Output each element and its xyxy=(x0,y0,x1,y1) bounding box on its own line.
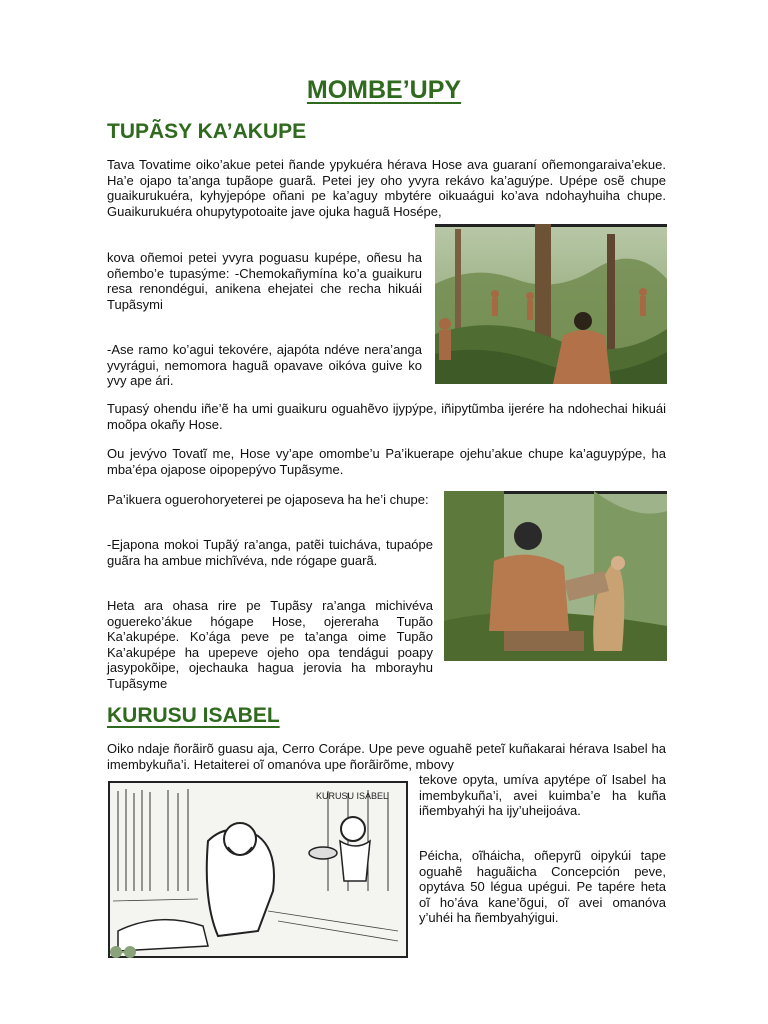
kurusu-isabel-illustration xyxy=(108,781,408,958)
carver-illustration xyxy=(444,491,667,661)
paragraph-s1-p8: Heta ara ohasa rire pe Tupãsy ra’anga michivéva oguereko’ákue hógape Hose, ojereraha Tupão Ka’akupépe. Ko’ága peve pe ta’anga oime Tupão Ka’akupépe ha upepeve ojeho opa tendágui poapy jasypokõipe, ojechauka hagua jerovia ha mborayhu Tupãsyme xyxy=(107,598,433,691)
paragraph-s2-p2: tekove opyta, umíva apytépe oĩ Isabel ha imembykuña’i, avei kuimba’e ha kuña iñembyahýi ha ijy’uheijoáva. xyxy=(419,772,666,818)
paragraph-s2-p1: Oiko ndaje ñorãirõ guasu aja, Cerro Corápe. Upe peve oguahẽ peteĩ kuñakarai hérava Isabel ha imembykuña’i. Hetaiterei oĩ omanóva upe ñorãirõme, mbovy xyxy=(107,741,666,772)
paragraph-s1-p1: Tava Tovatime oiko’akue petei ñande ypykuéra hérava Hose ava guaraní oñemongaraiva’ekue. Ha’e ojapo ta’anga tupãope guarã. Petei jey oho yvyra rekávo ka’aguýpe. Upépe osẽ chupe guaikurukuéra, kyhyjepópe oñani pe ka’aguy mbytére oikuaágui ko’ava ndohayhuiha chupe. Guaikurukuéra ohupytypotoaite jave ojuka haguã Hosépe, xyxy=(107,157,666,219)
section-heading-kurusu-text: KURUSU ISABEL xyxy=(107,704,280,727)
decorative-glasses-icon xyxy=(108,945,138,959)
paragraph-s1-p2: kova oñemoi petei yvyra poguasu kupépe, oñesu ha oñembo’e tupasýme: -Chemokañymína ko’a guaikuru resa renondégui, anikena ehejatei che recha hikuái Tupãsymi xyxy=(107,250,422,312)
paragraph-s2-p3: Péicha, oĩháicha, oñepyrũ oipykúi tape oguahẽ haguãicha Concepción peve, opytáva 50 légua upégui. Pe tapére heta oĩ ho’áva kane’õgui, oĩ avei omanóva y’uhéi ha ñembyahýigui. xyxy=(419,848,666,925)
section-heading-tupasy: TUPÃSY KA’AKUPE xyxy=(107,120,307,143)
paragraph-s1-p5: Ou jevývo Tovatĩ me, Hose vy’ape omombe’u Pa’ikuerape ojehu’akue chupe ka’aguypýpe, ha mba’épa ojapose oipopepývo Tupãsyme. xyxy=(107,446,666,477)
paragraph-s1-p7: -Ejapona mokoi Tupãý ra’anga, patẽi tuicháva, tupaópe guãra ha ambue michĩvéva, nde rógape guarã. xyxy=(107,537,433,568)
paragraph-s1-p4: Tupasý ohendu iñe’ẽ ha umi guaikuru oguahẽvo ijypýpe, iñipytũmba ijerére ha ndohechai hikuái moõpa okañy Hose. xyxy=(107,401,666,432)
paragraph-s1-p6: Pa’ikuera oguerohoryeterei pe ojaposeva ha he’i chupe: xyxy=(107,492,429,507)
forest-warriors-illustration xyxy=(435,224,667,384)
section-heading-kurusu xyxy=(107,704,280,728)
document-title-text: MOMBE’UPY xyxy=(306,76,462,104)
illustration-caption: KURUSU ISABEL xyxy=(316,791,389,801)
document-title xyxy=(0,76,768,105)
paragraph-s1-p3: -Ase ramo ko’agui tekovére, ajapóta ndéve nera’anga yvyrágui, nemomora haguã opavave oikóva guive ko yvy ape ári. xyxy=(107,342,422,388)
